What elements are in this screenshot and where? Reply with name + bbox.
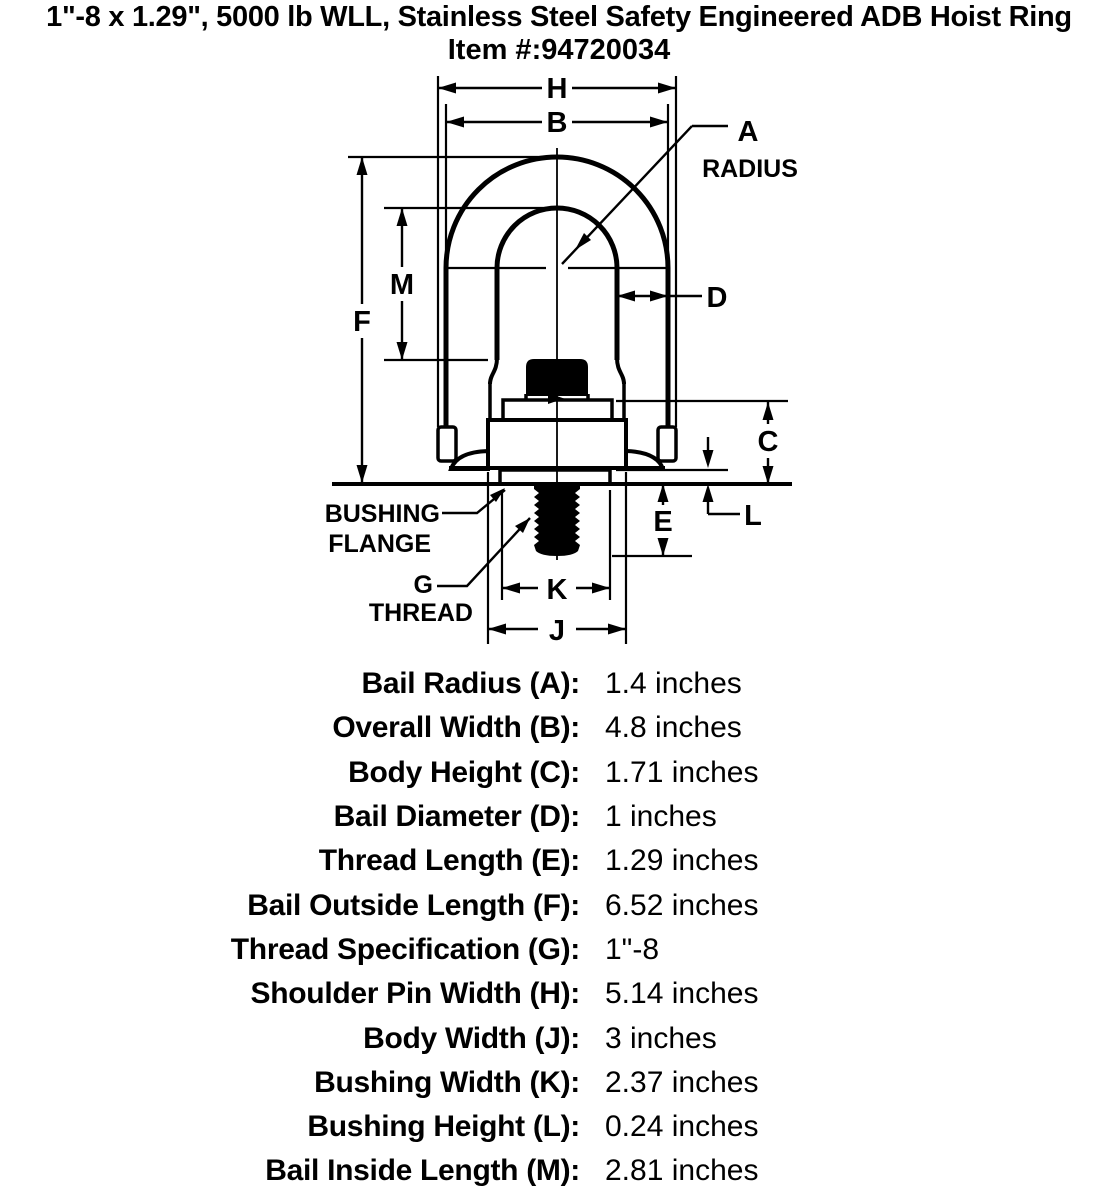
spec-row: [0, 706, 1118, 750]
callout-bushing: BUSHING: [324, 500, 440, 528]
spec-row: [0, 1061, 1118, 1105]
dim-label-e: E: [653, 506, 673, 538]
spec-row: [0, 662, 1118, 706]
bushing-flange-shape: [500, 470, 610, 484]
spec-table: [0, 662, 1118, 1194]
shoulder-pin-right: [658, 427, 676, 461]
spec-value: 1"-8: [605, 932, 660, 966]
spec-row: [0, 1016, 1118, 1060]
spec-row: [0, 1105, 1118, 1149]
spec-value: 1.29 inches: [605, 844, 759, 878]
shoulder-pin-left: [438, 427, 456, 461]
page-title: 1"-8 x 1.29", 5000 lb WLL, Stainless Steel Safety Engineered ADB Hoist Ring: [46, 1, 1072, 33]
callout-thread: THREAD: [368, 599, 473, 627]
hex-bolt-head: [526, 359, 588, 396]
spec-label: Bail Diameter (D):: [333, 800, 580, 834]
spec-value: 0.24 inches: [605, 1110, 759, 1144]
spec-label: Shoulder Pin Width (H):: [250, 977, 580, 1011]
callout-labels: [325, 500, 473, 627]
spec-row: [0, 751, 1118, 795]
spec-value: 1.71 inches: [605, 755, 759, 789]
callout-flange: FLANGE: [328, 530, 431, 558]
dim-label-radius: RADIUS: [702, 155, 798, 183]
spec-label: Bushing Height (L):: [307, 1110, 580, 1144]
item-number-line: Item #:94720034: [447, 34, 671, 66]
spec-row: [0, 928, 1118, 972]
spec-label: Bail Outside Length (F):: [247, 888, 580, 922]
spec-value: 5.14 inches: [605, 977, 759, 1011]
dim-label-f: F: [353, 306, 371, 338]
dim-label-d: D: [706, 282, 728, 314]
dim-label-b: B: [546, 107, 568, 139]
dim-label-m: M: [389, 269, 415, 301]
spec-label: Bail Radius (A):: [361, 667, 580, 701]
dim-label-j: J: [548, 615, 566, 647]
dim-label-l: L: [744, 500, 762, 532]
spec-value: 3 inches: [605, 1021, 717, 1055]
dim-label-a: A: [737, 116, 759, 148]
spec-value: 1.4 inches: [605, 667, 742, 701]
spec-label: Thread Length (E):: [318, 844, 580, 878]
spec-value: 1 inches: [605, 800, 717, 834]
spec-label: Bushing Width (K):: [314, 1065, 580, 1099]
spec-row: [0, 883, 1118, 927]
spec-value: 2.81 inches: [605, 1154, 759, 1188]
spec-label: Overall Width (B):: [332, 711, 580, 745]
spec-row: [0, 1149, 1118, 1193]
spec-label: Bail Inside Length (M):: [265, 1154, 580, 1188]
threaded-stud: [534, 484, 580, 556]
spec-row: [0, 839, 1118, 883]
spec-row: [0, 972, 1118, 1016]
title-block: [0, 0, 1118, 66]
spec-label: Thread Specification (G):: [230, 932, 580, 966]
dim-label-h: H: [546, 73, 568, 105]
spec-label: Body Height (C):: [348, 755, 580, 789]
spec-value: 6.52 inches: [605, 888, 759, 922]
callout-g: G: [413, 571, 433, 599]
spec-label: Body Width (J):: [363, 1021, 580, 1055]
dim-label-c: C: [757, 426, 779, 458]
spec-row: [0, 795, 1118, 839]
dim-label-k: K: [546, 574, 568, 606]
spec-value: 2.37 inches: [605, 1065, 759, 1099]
spec-value: 4.8 inches: [605, 711, 742, 745]
